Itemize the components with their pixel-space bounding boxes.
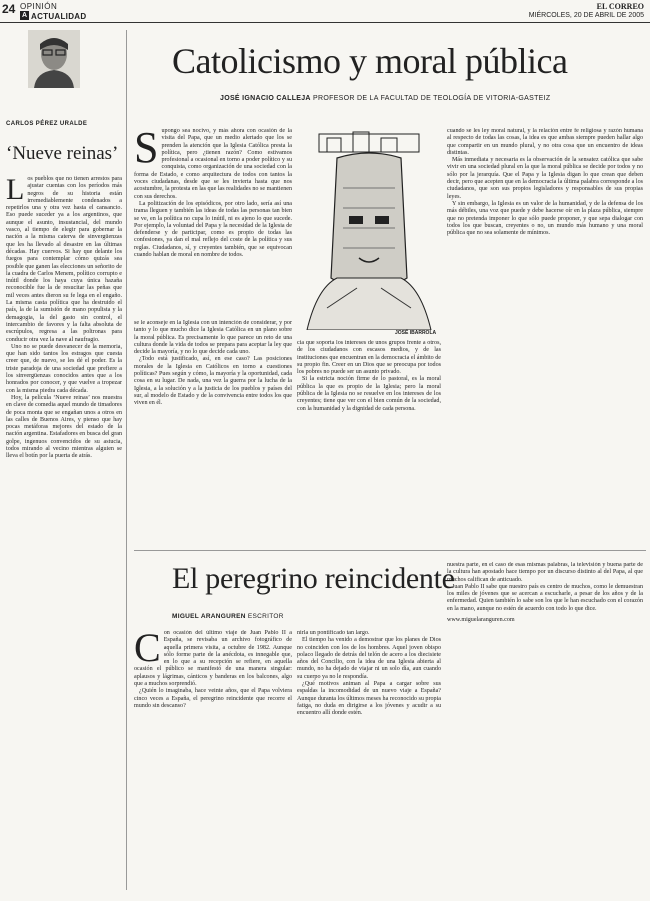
paragraph: cuando se les ley moral natural, y la relación entre fe religiosa y razón humana al respecto de todas las cosas, la idea es que ambas siempre pueden hallar algo que compartir en un mundo plural, y no otra cosa que un encuentro de ideas distintas. <box>447 128 643 156</box>
paragraph: upongo sea nocivo, y más ahora con ocasión de la visita del Papa, que un medio alertado que los se prenden la atención que la Iglesia Católica presta la política, pero ¿tienen razón? Como estivamos profesional a ocasional en torno a poder político y su conquista, como organización de una sociedad con la forma de Estado, e como arquitectura de todos con tantos la voces ciudadanas, desde que se les invierta hasta que nos acostumbre, la protesta en las que las realidades no se mantienen con sus derechos. <box>134 128 292 200</box>
paragraph: on ocasión del último viaje de Juan Pablo II a España, se revisaba un archivo fotográfico de aquella primera visita, a octubre de 1982. Aunque sólo forme parte de la anécdota, es innegable que, en lo que a su recepción se refiere, en aquella ocasión el público se manifestó de una manera singular: aplausos y lágrimas, cánticos y banderas en los balcones, algo que a muchos sorprendió. <box>134 630 292 688</box>
article-1-title: Catolicismo y moral pública <box>172 41 568 81</box>
article-1-author-role: PROFESOR DE LA FACULTAD DE TEOLOGÍA DE VITORIA-GASTEIZ <box>313 95 551 102</box>
paragraph: Más inmediata y necesaria es la observación de la sensatez católica que sabe vivir en una sociedad plural en la que la moral pública se decide por todos y no sólo por la jerarquía. Que el Papa y la Iglesia digan lo que crean que deben decir, pero que acepten que en la democracia la última palabra corresponde a los ciudadanos, que son sus propios legisladores y responsables de sus propias leyes. <box>447 157 643 200</box>
paragraph: La politización de los episódicos, por otro lado, sería así una trama lleguen y también las ideas de todas las personas tan bien se ve, en la política no cupa lo inútil, ni es ajeno lo que sucede. Por ejemplo, la voluntad del Papa y la necesidad de la Iglesia de defenderse y de participar, como es propio de todas las confesiones, ya dan el mal reflejo del coste de la política y sus reglas. Ciudadanos, sí, y creyentes también, que se equivocan cuando hablan de moral en nombre de todos. <box>134 200 292 259</box>
paragraph: se le aconseje en la Iglesia con un intención de considerar, y por tanto y lo que mucho dice la Iglesia Católica en un plano sobre la moral pública. Es precisamente lo que parece un reto de una cultura donde la vida de todos se prepara para aceptar la ley que decide la mayoría, y no lo que decide cada uno. <box>134 320 292 356</box>
article-2-column-1 <box>134 630 292 895</box>
left-opinion-column <box>6 30 122 890</box>
paragraph: El tiempo ha venido a demostrar que los planes de Dios no coinciden con los de los hombres. Aquel joven obispo polaco llegado de detrás del telón de acero a los diecisiete años del Concilio, con la idea de una Iglesia abierta al mundo, no ha dejado de viajar ni un solo día, aun cuando su cuerpo ya no le respondía. <box>297 637 441 680</box>
paragraph: Juan Pablo II sabe que nuestro país es centro de muchos, como le demuestran los miles de jóvenes que se acercan a escucharle, a pesar de los años y de la enfermedad. Quien también lo sabe son los que le han escuchado con el corazón en la mano, aunque no estén de acuerdo con todo lo que dice. <box>447 583 643 612</box>
paragraph: Uno no se puede desvanecer de la memoria, que han sido tantos los estragos que cuesta creer que, de nuevo, se les dé el poder. Es la triste paradoja de una sociedad que prefiere a los sinvergüenzas conocidos antes que a los honrados por conocer, y que vuelve a tropezar con la misma piedra cada década. <box>6 343 122 394</box>
column-divider <box>126 30 127 890</box>
article-1-dropcap: S <box>134 128 159 172</box>
article-2-dropcap: C <box>134 630 161 670</box>
paragraph: Y sin embargo, la Iglesia es un valor de la humanidad, y de la defensa de los más débiles, una voz que puede y debe hacerse oír en la plaza pública, siempre que no pretenda imponer lo que sólo puede proponer, y que sepa dialogar con todos los que buscan, creyentes o no, un mundo más humano y una moral pública que no sea solamente de mínimos. <box>447 200 643 237</box>
article-1-column-1b <box>134 320 292 540</box>
header-rule <box>0 22 650 23</box>
article-2-column-3 <box>447 562 643 892</box>
paragraph: ¿Quién lo imaginaba, hace veinte años, que el Papa volviera cinco veces a España, el peregrino reincidente que recorre el mundo sin descanso? <box>134 688 292 709</box>
section-divider <box>134 550 646 551</box>
page-header <box>0 0 650 24</box>
paragraph: os pueblos que no tienen arrestos para ajustar cuentas con los períodos más negros de su historia están irremediablemente condenados a repetirlos una y otra vez hasta el cansancio. Eso puede suceder ya a los argentinos, que aunque el asunto, insustancial, del mundo vasco, al tiempo de elegir para gobernar la nación a la misma caterva de sinvergüenzas que les ha llevado al desastre en las últimas décadas. Hay cuervos. Si hay que delante los fuegos para contemplar cómo quizás sea posible que ganen las elecciones un señorito de la cuadra de Carlos Menem, político corrupto e inútil donde los haya cuya única hazaña reconocible fue la de resucitar las peñas que mil veces antes dieron su fe lega en el engaño. La misma casta política que ha destruido el país, la de la sumisión de mano populista y la demagogia, la del gasto sin control, el intercambio de favores y la falta absoluta de escrúpulos, regresa a las poltronas para conducir otra vez la nave al naufragio. <box>6 176 122 343</box>
paragraph: cia que soporta los intereses de unos grupos frente a otros, de los ciudadanos con escasos medios, y de las instituciones que encuentran en la democracia el ámbito de su propio fin. Creer en un Dios que se preocupa por todos los pobres no puede ser un asunto privado. <box>297 340 441 376</box>
left-article-title: ‘Nueve reinas’ <box>6 143 119 164</box>
paragraph: ¿Qué motivos animan al Papa a cargar sobre sus espaldas la incomodidad de un nuevo viaje a España? Aunque duranta los últimos meses ha reconocido su propia fatiga, no duda en dirigirse a los jóvenes y acudir a su encuentro allí donde estén. <box>297 681 441 717</box>
article-2-byline <box>172 613 284 620</box>
article-1-author: JOSÉ IGNACIO CALLEJA <box>220 95 311 102</box>
paragraph: Si la estricta noción firme de lo pastoral, es la moral pública la que es propio de la Iglesia; pero la moral pública de la Iglesia no se resuelve en los intereses de los creyentes; tiene que ver con el bien común de la sociedad, con la humanidad y la dignidad de cada persona. <box>297 376 441 412</box>
left-dropcap: L <box>6 173 25 206</box>
author-website: www.miguelaranguren.com <box>447 617 515 624</box>
article-1-column-2b <box>297 340 441 540</box>
article-2-author-role: ESCRITOR <box>247 613 284 620</box>
left-article-body <box>6 173 122 461</box>
page-number: 24 <box>2 2 16 16</box>
paragraph: Hoy, la película ‘Nueve reinas’ nos muestra en clave de comedia aquel mundo de timadores de poca monta que se engañan unos a otros en las calles de Buenos Aires, y pienso que hay pocas metáforas mejores del estado de la nación argentina. Estafadores en busca del gran golpe, ingenuos convencidos de su astucia, todos mirando al vecino mientras alguien se lleva el botín por la puerta de atrás. <box>6 394 122 460</box>
article-1-byline <box>220 95 550 102</box>
article-1-illustration <box>297 128 441 330</box>
paragraph: ¿Todo está justificado, así, en ese caso? Las posiciones morales de la Iglesia en Católicos en torno a cuestiones políticas? Pues según y cómo, la mayoría y la oportunidad, cada cosa en su lugar. De nada, una vez la guerra por la lucha de la Iglesia, a la solución y a la justicia de los pueblos y países del sur, al modelo de Estado y de la convivencia entre todos los que viven en él. <box>134 356 292 407</box>
article-2-title: El peregrino reincidente <box>172 562 455 595</box>
issue-date: MIÉRCOLES, 20 DE ABRIL DE 2005 <box>528 12 644 19</box>
left-author-name: CARLOS PÉREZ URALDE <box>6 121 88 127</box>
author-portrait <box>28 30 80 88</box>
article-1-column-3 <box>447 128 643 540</box>
newspaper-name: EL CORREO <box>596 2 644 11</box>
section-label: OPINIÓN <box>20 2 58 11</box>
article-2-column-2 <box>297 630 441 895</box>
paragraph: nuestra parte, en el caso de esas mismas palabras, la televisión y buena parte de la cultura han apostado hace tiempo por un discurso distinto al del Papa, al que muchos califican de anticuado. <box>447 562 643 583</box>
subsection-label: ACTUALIDAD <box>31 12 87 21</box>
paragraph: nirla un pontificado tan largo. <box>297 630 370 636</box>
section-logo: A <box>21 12 28 19</box>
article-2-author: MIGUEL ARANGUREN <box>172 613 246 620</box>
illustration-credit: JOSÉ IBARROLA <box>395 330 437 336</box>
